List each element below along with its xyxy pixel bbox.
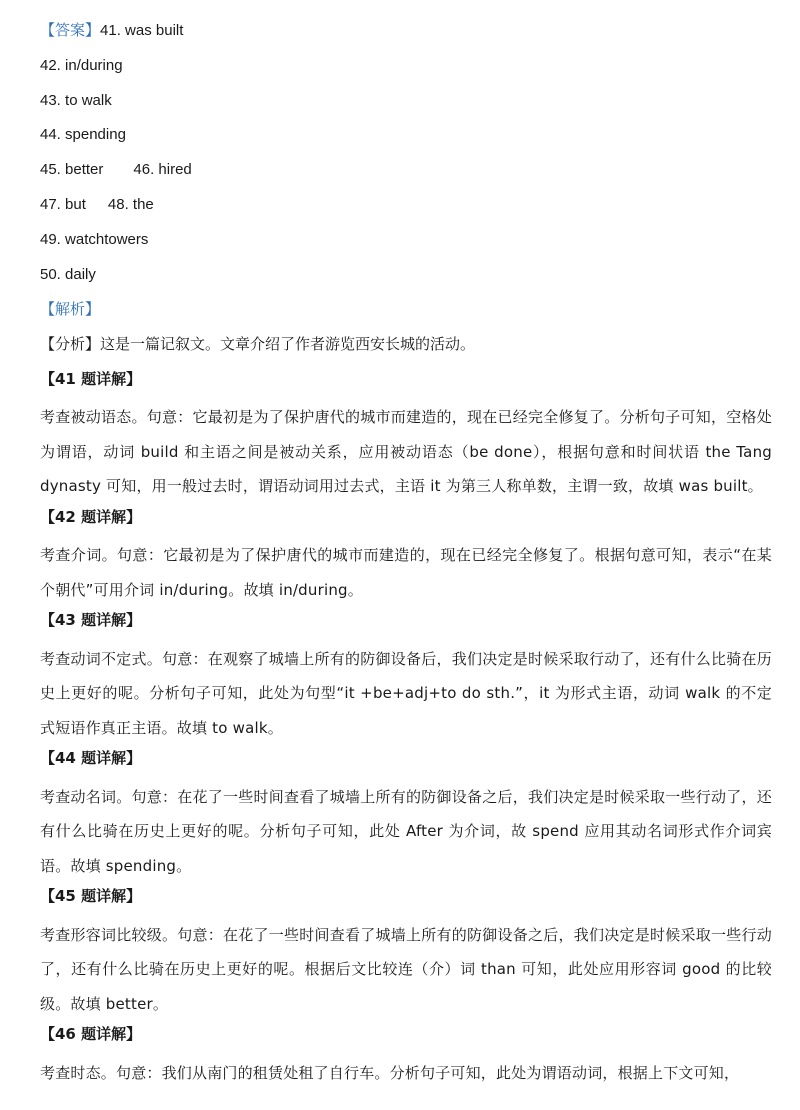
answer-text: better [65,161,104,179]
detail-text-42: 考查介词。句意：它最初是为了保护唐代的城市而建造的，现在已经完全修复了。根据句意可知，表示“在某个朝代”可用介词 in/during。故填 in/during。 [40,546,772,599]
answer-line-50 [40,262,772,297]
answer-number: 41. [100,22,121,39]
detail-text-44: 考查动名词。句意：在花了一些时间查看了城墙上所有的防御设备之后，我们决定是时候采取一些行动了，还有什么比骑在历史上更好的呢。分析句子可知，此处 After 为介词，故 spend 应用其动名词形式作介词宾语。故填 spending。 [40,787,772,875]
answer-text: spending [65,126,126,144]
answer-number: 43. [40,91,61,109]
answer-line-49 [40,227,772,262]
answer-number: 48. [107,195,129,213]
answer-number: 42. [40,56,61,74]
detail-text-46: 考查时态。句意：我们从南门的租赁处租了自行车。分析句子可知，此处为谓语动词，根据上下文可知， [40,1063,740,1082]
answer-number: 46. [133,161,155,179]
answer-text: watchtowers [65,230,149,248]
detail-text-45: 考查形容词比较级。句意：在花了一些时间查看了城墙上所有的防御设备之后，我们决定是时候采取一些行动了，还有什么比骑在历史上更好的呢。根据后文比较连（介）词 than 可知，此处应用形容词 good 的比较级。故填 better。 [40,925,772,1013]
answer-line-41 [40,18,772,53]
answer-number: 50. [40,265,61,283]
answer-text: the [132,195,154,213]
answer-line-42 [40,53,772,88]
answer-number: 49. [40,230,61,248]
document-page [40,18,772,1090]
detail-title-44: 【44 题详解】 [40,749,142,768]
detail-text-43: 考查动词不定式。句意：在观察了城墙上所有的防御设备后，我们决定是时候采取行动了，还有什么比骑在历史上更好的呢。分析句子可知，此处为句型“it +be+adj+to do sth.”，it 为形式主语，动词 walk 的不定式短语作真正主语。故填 to walk。 [40,649,772,737]
answer-text: was built [125,22,184,39]
answer-text: daily [65,265,96,283]
detail-title-43: 【43 题详解】 [40,611,142,630]
answer-number: 47. [40,195,61,213]
detail-title-41: 【41 题详解】 [40,369,142,388]
answer-text: to walk [65,91,112,109]
answer-line-44 [40,122,772,157]
detail-title-45: 【45 题详解】 [40,887,142,906]
answer-line-47-48 [40,192,772,227]
answer-text: but [65,195,86,213]
analysis-summary: 【分析】这是一篇记叙文。文章介绍了作者游览西安长城的活动。 [40,335,476,354]
answer-line-43 [40,88,772,123]
detail-text-41: 考查被动语态。句意：它最初是为了保护唐代的城市而建造的，现在已经完全修复了。分析句子可知，空格处为谓语，动词 build 和主语之间是被动关系，应用被动语态（be done），根据句意和时间状语 the Tang dynasty 可知，用一般过去时，谓语动词用过去式，主语 it 为第三人称单数，主谓一致，故填 was built。 [40,408,772,496]
answer-number: 45. [40,161,61,179]
answer-text: hired [158,161,192,179]
answer-number: 44. [40,126,61,144]
detail-title-46: 【46 题详解】 [40,1025,142,1044]
answer-line-45-46 [40,157,772,192]
answer-text: in/during [65,56,123,74]
detail-title-42: 【42 题详解】 [40,507,142,526]
answer-label: 【答案】 [40,22,101,39]
analysis-heading: 【解析】 [40,300,101,319]
